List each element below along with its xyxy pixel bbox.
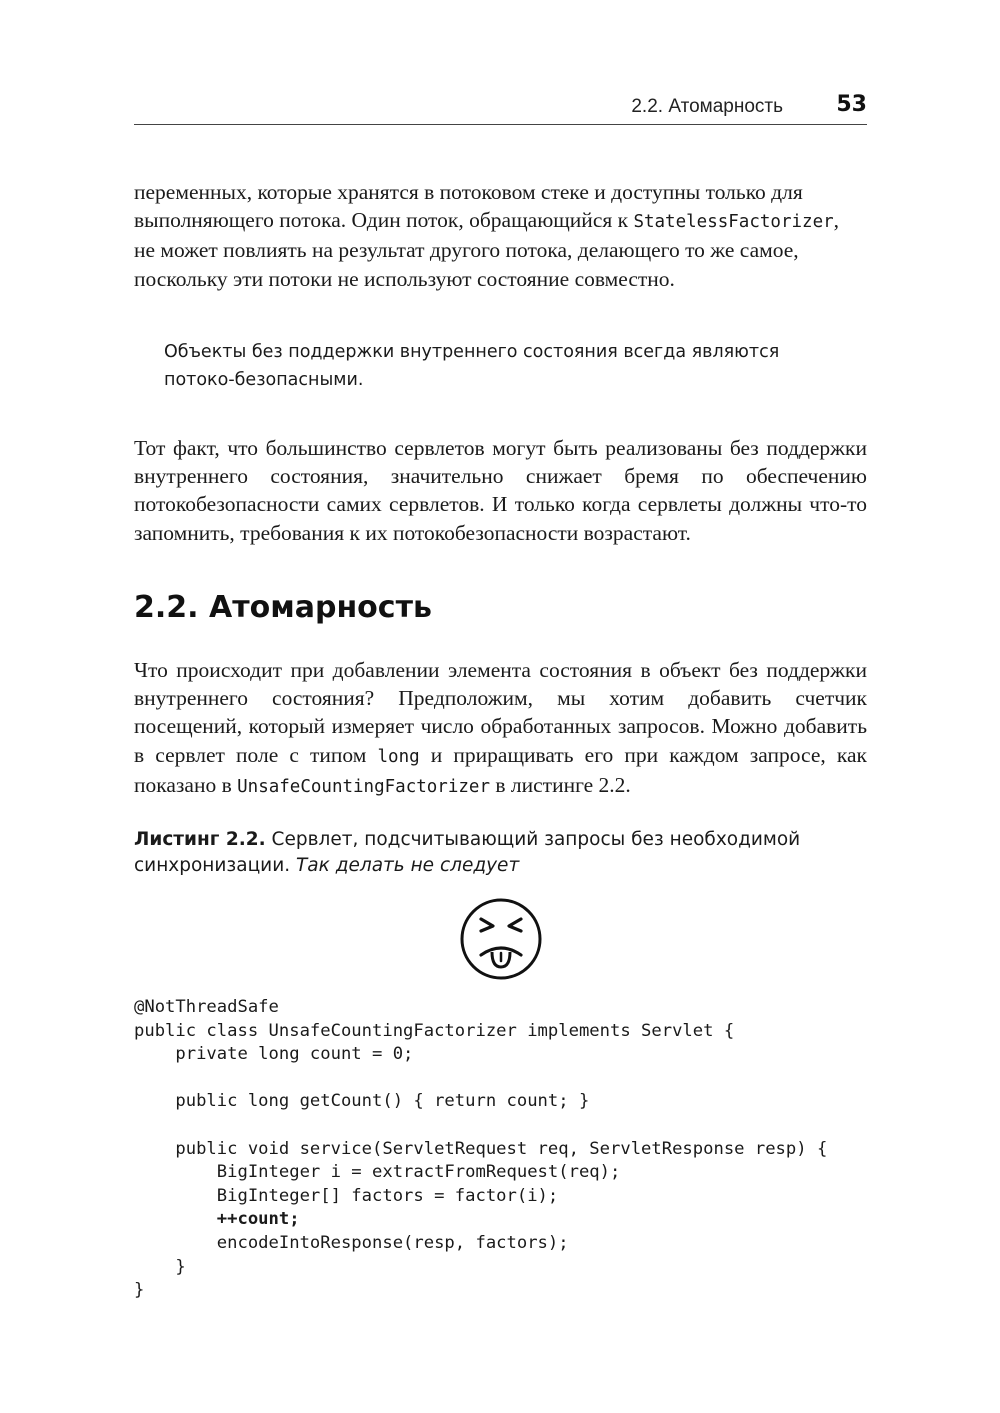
callout-note: Объекты без поддержки внутреннего состояния всегда являются потоко-безопасными.	[164, 342, 780, 390]
paragraph-line: ,	[833, 208, 840, 233]
listing-caption-text: Сервлет, подсчитывающий запросы без необходимой синхронизации.	[134, 829, 801, 876]
paragraph-text: в листинге 2.2.	[490, 772, 631, 797]
running-head-title: 2.2. Атомарность	[631, 96, 783, 117]
code-line	[134, 1114, 827, 1138]
angry-face-icon	[459, 897, 543, 981]
listing-caption	[134, 827, 867, 879]
paragraph-line: выполняющего потока. Один поток, обращающийся к	[134, 208, 634, 233]
code-listing	[134, 996, 827, 1303]
code-line: encodeIntoResponse(resp, factors);	[134, 1232, 569, 1253]
paragraph-servlets: Тот факт, что большинство сервлетов могут быть реализованы без поддержки внутреннего состояния, значительно снижает бремя по обеспечению потокобезопасности самих сервлетов. И только когда сервлеты должны что-то запомнить, требования к их потокобезопасности возрастают.	[134, 436, 867, 545]
paragraph-line: поскольку эти потоки не используют состояние совместно.	[134, 266, 675, 291]
inline-code: long	[377, 746, 420, 767]
running-head	[134, 92, 867, 125]
section-heading: 2.2. Атомарность	[134, 590, 432, 625]
code-line: BigInteger[] factors = factor(i);	[134, 1185, 559, 1206]
code-line: public void service(ServletRequest req, ServletResponse resp) {	[134, 1138, 828, 1159]
paragraph-atomicity-intro	[134, 656, 867, 801]
code-line: public long getCount() { return count; }	[134, 1091, 590, 1112]
code-line	[134, 1067, 827, 1091]
code-line: private long count = 0;	[134, 1044, 414, 1065]
code-line: }	[134, 1256, 186, 1277]
inline-code: StatelessFactorizer	[633, 212, 834, 233]
paragraph-text: и приращивать его при каждом запросе, как показано в	[134, 742, 867, 797]
listing-label: Листинг 2.2.	[134, 829, 266, 850]
paragraph-line: переменных, которые хранятся в потоковом стеке и доступны только для	[134, 180, 803, 204]
inline-code: UnsafeCountingFactorizer	[237, 776, 490, 797]
page-number: 53	[836, 92, 867, 117]
code-line-highlighted: ++count;	[134, 1209, 300, 1230]
code-line: @NotThreadSafe	[134, 997, 279, 1017]
code-line: BigInteger i = extractFromRequest(req);	[134, 1162, 621, 1183]
listing-warning-note: Так делать не следует	[296, 855, 520, 876]
paragraph-text: Что происходит при добавлении элемента состояния в объект без поддержки внутреннего состояния? Предположим, мы хотим добавить счетчик посещений, который измеряет число обработанных запросов. Можно добавить в сервлет поле с типом	[134, 658, 867, 767]
code-line: }	[134, 1280, 145, 1301]
code-line: public class UnsafeCountingFactorizer implements Servlet {	[134, 1020, 735, 1041]
paragraph-line: не может повлиять на результат другого потока, делающего то же самое,	[134, 238, 799, 263]
paragraph-stateless-threads	[134, 178, 867, 293]
